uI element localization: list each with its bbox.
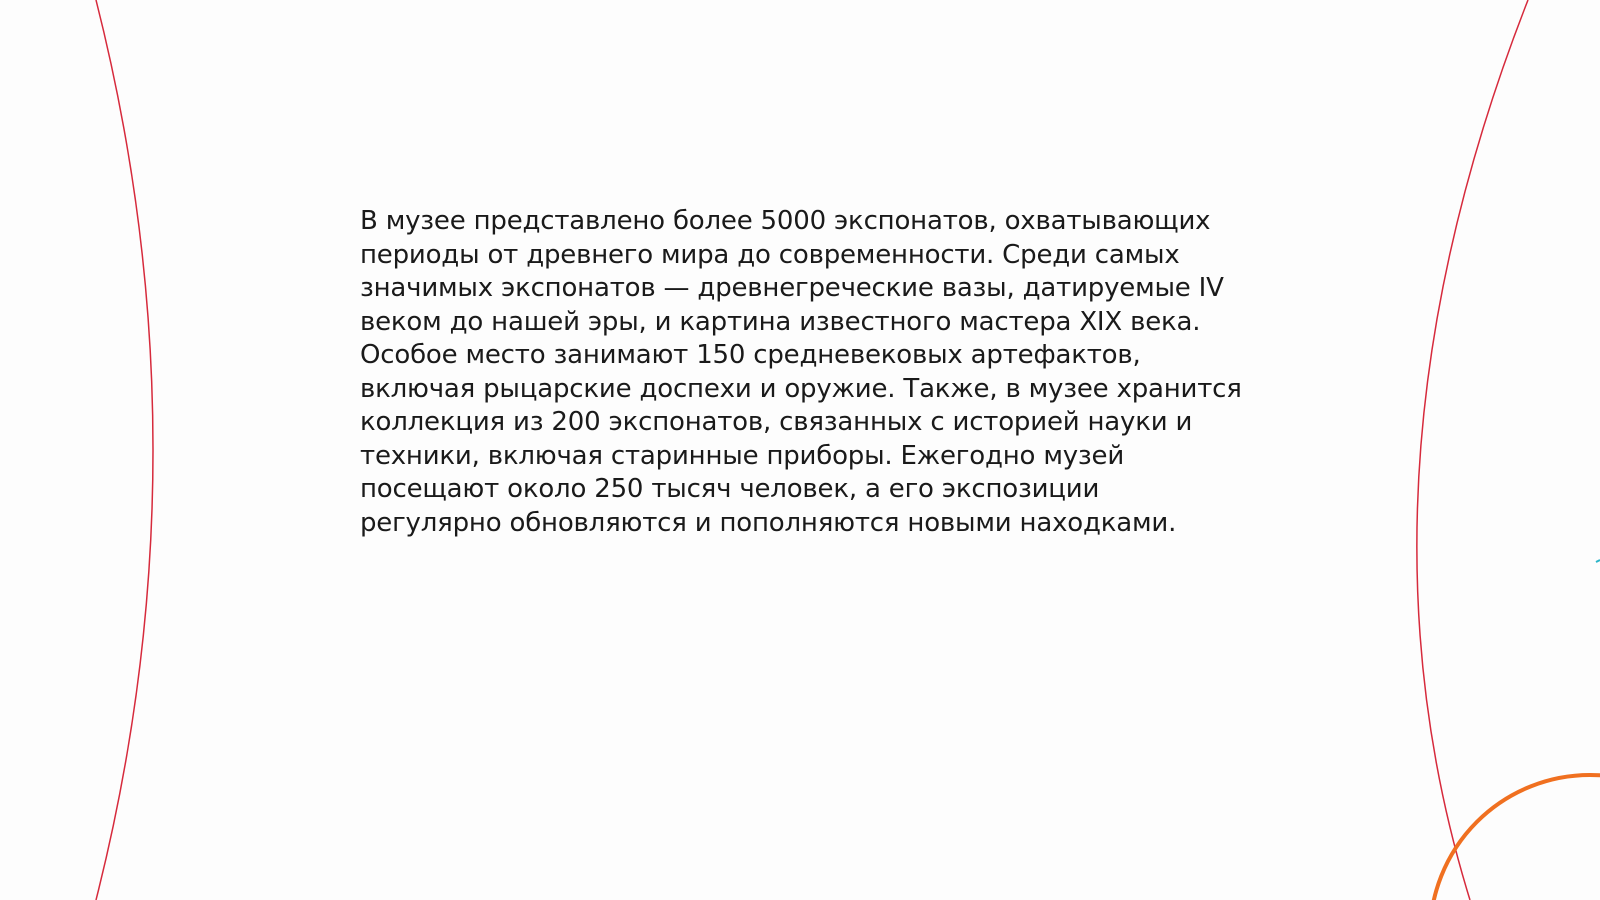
text-line: коллекция из 200 экспонатов, связанных с историей науки и	[360, 407, 1193, 437]
body-paragraph	[360, 205, 1260, 540]
text-line: В музее представлено более 5000 экспонатов, охватывающих	[360, 206, 1211, 236]
teal-mark-shape	[1596, 560, 1600, 562]
text-line: веком до нашей эры, и картина известного мастера XIX века.	[360, 306, 1201, 337]
text-line: включая рыцарские доспехи и оружие. Также, в музее хранится	[360, 373, 1242, 404]
text-line: посещают около 250 тысяч человек, а его экспозиции	[360, 474, 1100, 504]
orange-arc-shape	[1430, 775, 1600, 900]
right-curve-line	[1417, 0, 1528, 900]
text-line: регулярно обновляются и пополняются новыми находками.	[360, 507, 1177, 538]
text-line: значимых экспонатов — древнегреческие вазы, датируемые IV	[360, 273, 1224, 303]
text-line: Особое место занимают 150 средневековых артефактов,	[360, 340, 1141, 370]
left-curve-line	[96, 0, 153, 900]
text-line: периоды от древнего мира до современности. Среди самых	[360, 239, 1180, 270]
text-line: техники, включая старинные приборы. Ежегодно музей	[360, 440, 1125, 471]
